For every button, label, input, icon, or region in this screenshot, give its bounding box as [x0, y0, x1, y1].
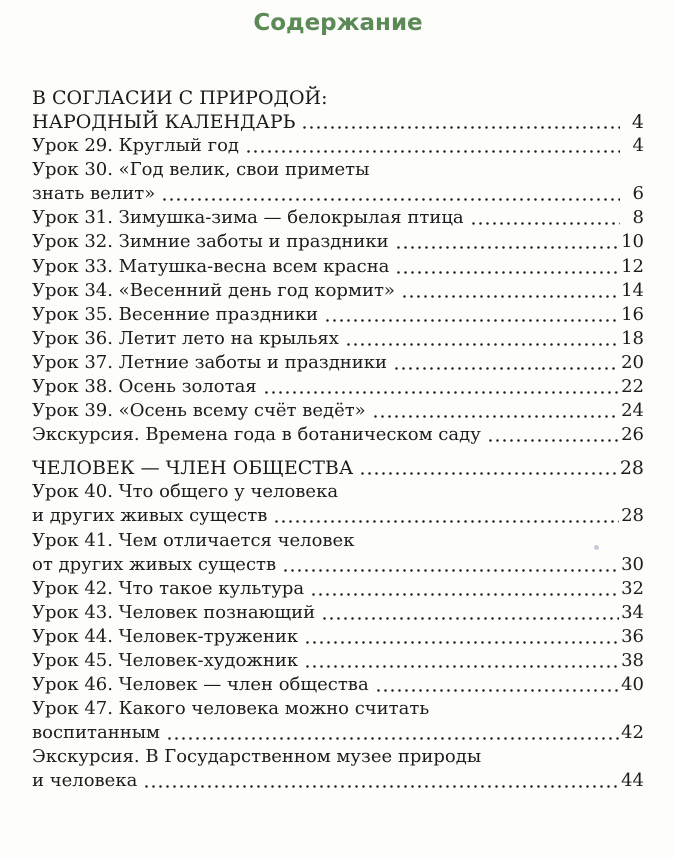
toc-page-number: 18 [621, 327, 644, 349]
toc-entry-text: Урок 37. Летние заботы и праздники [32, 351, 388, 373]
dot-leader [310, 593, 619, 596]
toc-section-heading[interactable] [32, 86, 644, 110]
toc-entry-text: знать велит» [32, 183, 156, 205]
toc-entry[interactable] [32, 423, 644, 447]
toc-entry-text: Урок 44. Человек-труженик [32, 625, 299, 647]
toc-entry[interactable] [32, 577, 644, 601]
toc-page-number: 30 [621, 553, 644, 575]
toc-page-number: 28 [621, 505, 644, 527]
toc-page-number: 16 [621, 303, 644, 325]
toc-entry[interactable] [32, 279, 644, 303]
toc-entry[interactable] [32, 182, 644, 206]
toc-entry-text: Урок 30. «Год велик, свои приметы [32, 159, 370, 181]
toc-page-number: 12 [621, 255, 644, 277]
toc-section-heading[interactable] [32, 110, 644, 134]
toc-page-number: 26 [621, 424, 644, 446]
toc-entry[interactable] [32, 721, 644, 745]
dot-leader [324, 319, 619, 322]
toc-page-number: 4 [632, 135, 644, 157]
toc-page-number: 36 [621, 625, 644, 647]
toc-entry[interactable] [32, 206, 644, 230]
dot-leader [166, 737, 619, 740]
toc-entry-text: В СОГЛАСИИ С ПРИРОДОЙ: [32, 87, 328, 109]
dot-leader [345, 343, 619, 346]
toc-page-number: 20 [621, 351, 644, 373]
dot-leader [393, 367, 619, 370]
toc-entry-text: Урок 41. Чем отличается человек [32, 529, 355, 551]
dot-leader [301, 126, 620, 129]
dot-leader [487, 439, 619, 442]
toc-entry-text: Урок 31. Зимушка-зима — белокрылая птица [32, 207, 464, 229]
toc-entry[interactable] [32, 769, 644, 793]
toc-entry-text: Урок 42. Что такое культура [32, 577, 305, 599]
toc-entry-text: Урок 32. Зимние заботы и праздники [32, 231, 389, 253]
toc-entry-text: воспитанным [32, 722, 161, 744]
toc-entry[interactable] [32, 697, 644, 721]
toc-entry-text: Урок 43. Человек познающий [32, 601, 316, 623]
toc-entry-text: Урок 47. Какого человека можно считать [32, 698, 430, 720]
toc-entry[interactable] [32, 230, 644, 254]
toc-entry[interactable] [32, 327, 644, 351]
dot-leader [395, 271, 619, 274]
toc-entry[interactable] [32, 745, 644, 769]
toc-entry-text: и человека [32, 770, 138, 792]
dot-leader [401, 295, 619, 298]
toc-page-number: 42 [621, 722, 644, 744]
toc-page-number: 32 [621, 577, 644, 599]
toc-page-number: 6 [632, 183, 644, 205]
toc-page-number: 4 [631, 111, 644, 133]
toc-entry-text: НАРОДНЫЙ КАЛЕНДАРЬ [32, 111, 296, 133]
toc-entry[interactable] [32, 625, 644, 649]
toc-entry[interactable] [32, 649, 644, 673]
toc-entry-text: Урок 35. Весенние праздники [32, 303, 319, 325]
toc-section-heading[interactable] [32, 456, 644, 480]
toc-page-number: 14 [621, 279, 644, 301]
toc-entry[interactable] [32, 351, 644, 375]
toc-entry-text: Экскурсия. В Государственном музее природы [32, 746, 482, 768]
toc-entry[interactable] [32, 158, 644, 182]
toc-page-number: 44 [621, 770, 644, 792]
page-title: Содержание [253, 10, 423, 36]
toc-entry[interactable] [32, 553, 644, 577]
dot-leader [321, 617, 619, 620]
toc-entry-text: от других живых существ [32, 553, 277, 575]
toc-entry-text: Экскурсия. Времена года в ботаническом саду [32, 424, 481, 446]
toc-entry-text: Урок 40. Что общего у человека [32, 481, 339, 503]
toc-entry-text: Урок 34. «Весенний день год кормит» [32, 279, 395, 301]
toc-entry[interactable] [32, 601, 644, 625]
toc-entry-text: Урок 36. Летит лето на крыльях [32, 327, 339, 349]
toc-entry[interactable] [32, 399, 644, 423]
toc-page-number: 28 [619, 457, 644, 480]
toc-entry-text: и других живых существ [32, 505, 268, 527]
dot-leader [372, 415, 619, 418]
dot-leader [375, 689, 619, 692]
dot-leader [304, 641, 619, 644]
toc-entry-text: ЧЕЛОВЕК — ЧЛЕН ОБЩЕСТВА [32, 457, 354, 480]
toc-entry[interactable] [32, 303, 644, 327]
toc-page-number: 24 [621, 400, 644, 422]
toc-page-number: 10 [621, 231, 644, 253]
toc-entry-text: Урок 29. Круглый год [32, 135, 239, 157]
dot-leader [282, 569, 619, 572]
toc-entry[interactable] [32, 673, 644, 697]
toc-entry-text: Урок 46. Человек — член общества [32, 674, 369, 696]
toc-page-number: 40 [621, 674, 644, 696]
dot-leader [245, 150, 620, 153]
dot-leader [143, 785, 619, 788]
dot-leader [395, 246, 619, 249]
toc-entry[interactable] [32, 528, 644, 552]
toc-entry[interactable] [32, 134, 644, 158]
dot-leader [304, 665, 619, 668]
toc-entry-text: Урок 39. «Осень всему счёт ведёт» [32, 400, 366, 422]
toc-page-number: 22 [621, 376, 644, 398]
toc-entry[interactable] [32, 375, 644, 399]
dot-leader [470, 222, 620, 225]
toc-page-number: 8 [632, 207, 644, 229]
toc-entry-text: Урок 38. Осень золотая [32, 376, 257, 398]
toc-entry[interactable] [32, 254, 644, 278]
toc-entry[interactable] [32, 504, 644, 528]
toc-page-number: 34 [621, 601, 644, 623]
dot-leader [273, 520, 619, 523]
paper-speck [594, 545, 599, 550]
dot-leader [263, 391, 619, 394]
toc-entry-text: Урок 33. Матушка-весна всем красна [32, 255, 390, 277]
toc-entry-text: Урок 45. Человек-художник [32, 649, 299, 671]
dot-leader [359, 472, 618, 475]
dot-leader [161, 198, 620, 201]
table-of-contents [32, 86, 644, 793]
toc-page-number: 38 [621, 649, 644, 671]
toc-entry[interactable] [32, 480, 644, 504]
